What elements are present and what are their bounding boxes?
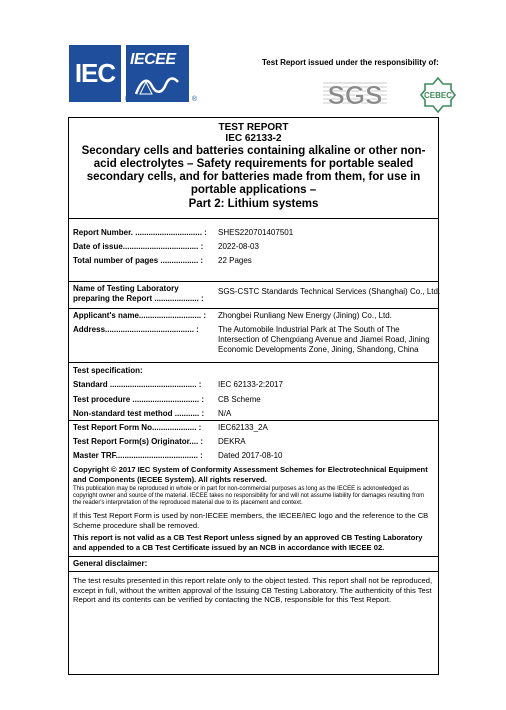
sgs-logo-text: SGS bbox=[327, 80, 383, 109]
cebec-logo-text: CEBEC bbox=[423, 91, 453, 100]
section-divider bbox=[69, 556, 438, 557]
section-divider bbox=[69, 571, 438, 572]
cebec-logo bbox=[419, 76, 457, 114]
testing-lab-label: Name of Testing Laboratory bbox=[73, 284, 179, 293]
disclaimer-heading: General disclaimer: bbox=[73, 559, 148, 568]
standard-part: Part 2: Lithium systems bbox=[188, 198, 319, 210]
trf-number-label: Test Report Form No.................... : bbox=[73, 423, 202, 432]
publication-note: This publication may be reproduced in whole or in part for non-commercial purposes as long as the IECEE is acknowledged as copyright owner and source of the material. IECEE takes no responsibility for and will not assume liability for damages resulting from the reader's interpretation of the reproduced material due to its placement and context. bbox=[73, 486, 425, 507]
copyright-notice: Copyright © 2017 IEC System of Conformity Assessment Schemes for Electrotechnical Equipment and Components (IECEE System). All rights reserved. bbox=[73, 465, 428, 484]
iec-logo-text: IEC bbox=[74, 58, 116, 88]
master-trf-label: Master TRF..................................... : bbox=[73, 451, 203, 460]
standard-title: Secondary cells and batteries containing alkaline or other non-acid electrolytes – Safety requirements for portable sealed secondary cells, and for batteries made from them, for use in portable applications – bbox=[81, 145, 426, 196]
cb-scheme-icon bbox=[134, 74, 180, 96]
section-divider bbox=[69, 420, 438, 421]
address-label: Address........................................ : bbox=[73, 325, 199, 334]
testing-lab-label-2: preparing the Report .................... : bbox=[73, 294, 204, 303]
section-divider bbox=[69, 281, 438, 282]
date-of-issue-label: Date of issue.................................. : bbox=[73, 242, 204, 251]
sgs-logo bbox=[323, 79, 387, 109]
iec-logo bbox=[69, 45, 121, 102]
trf-number-value: IEC62133_2A bbox=[218, 423, 268, 432]
trf-originator-value: DEKRA bbox=[218, 437, 246, 446]
report-number-value: SHES220701407501 bbox=[218, 228, 294, 237]
section-divider bbox=[69, 218, 438, 219]
iecee-logo-text: IECEE bbox=[130, 51, 176, 68]
address-value: The Automobile Industrial Park at The South of The Intersection of Chengxiang Avenue and Jiamei Road, Jining Economic Developments Zone, Jining, Shandong, China bbox=[218, 325, 430, 354]
report-title: TEST REPORT bbox=[218, 122, 289, 133]
applicant-name-value: Zhongbei Runliang New Energy (Jining) Co., Ltd. bbox=[218, 311, 392, 320]
report-number-label: Report Number. .............................. : bbox=[73, 228, 207, 237]
non-standard-method-label: Non-standard test method ........... : bbox=[73, 409, 205, 418]
non-standard-method-value: N/A bbox=[218, 409, 232, 418]
logo-removal-note: If this Test Report Form is used by non-IECEE members, the IECEE/IEC logo and the reference to the CB Scheme procedure shall be removed. bbox=[73, 511, 429, 530]
registered-mark: ® bbox=[191, 96, 197, 103]
applicant-name-label: Applicant's name............................ : bbox=[73, 311, 207, 320]
test-specification-heading: Test specification: bbox=[73, 366, 143, 375]
responsibility-text: Test Report issued under the responsibility of: bbox=[262, 58, 439, 67]
test-procedure-value: CB Scheme bbox=[218, 395, 261, 404]
section-divider bbox=[69, 308, 438, 309]
date-of-issue-value: 2022-08-03 bbox=[218, 242, 259, 251]
report-title-block bbox=[69, 122, 438, 211]
standard-number: IEC 62133-2 bbox=[225, 133, 282, 144]
testing-lab-value: SGS-CSTC Standards Technical Services (Shanghai) Co., Ltd. bbox=[218, 287, 441, 296]
total-pages-value: 22 Pages bbox=[218, 256, 252, 265]
test-procedure-label: Test procedure .............................. : bbox=[73, 395, 204, 404]
iecee-logo bbox=[126, 45, 197, 103]
section-divider bbox=[69, 362, 438, 363]
standard-label: Standard ....................................... : bbox=[73, 380, 202, 389]
master-trf-value: Dated 2017-08-10 bbox=[218, 451, 283, 460]
trf-originator-label: Test Report Form(s) Originator.... : bbox=[73, 437, 204, 446]
validity-note: This report is not valid as a CB Test Report unless signed by an approved CB Testing Laboratory and appended to a CB Test Certificate issued by an NCB in accordance with IECEE 02. bbox=[73, 533, 423, 552]
standard-value: IEC 62133-2:2017 bbox=[218, 380, 283, 389]
disclaimer-text: The test results presented in this report relate only to the object tested. This report shall not be reproduced, except in full, without the written approval of the Issuing CB Testing Laboratory. The authenticity of this Test Report and its contents can be verified by contacting the NCB, responsible for this Test Report. bbox=[73, 576, 433, 604]
total-pages-label: Total number of pages ................. : bbox=[73, 256, 204, 265]
test-report-box bbox=[68, 117, 439, 675]
